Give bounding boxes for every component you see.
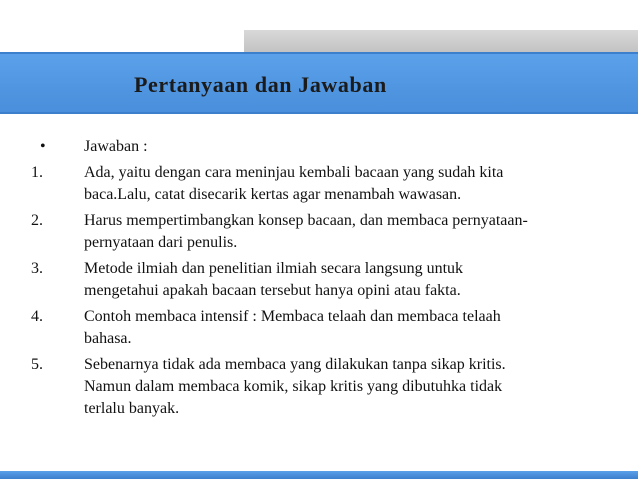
list-item-4 bbox=[0, 306, 638, 350]
list-number: 5. bbox=[31, 356, 43, 373]
list-number: 3. bbox=[31, 260, 43, 277]
list-item-2 bbox=[0, 210, 638, 254]
list-number: 4. bbox=[31, 308, 43, 325]
intro-text: Jawaban : bbox=[84, 138, 148, 155]
list-item-3 bbox=[0, 258, 638, 302]
top-strip-gray-band bbox=[244, 30, 638, 52]
intro-item bbox=[0, 136, 638, 158]
list-item-text: Ada, yaitu dengan cara meninjau kembali bacaan yang sudah kita baca.Lalu, catat disecarik kertas agar menambah wawasan. bbox=[84, 164, 504, 203]
list-number: 2. bbox=[31, 212, 43, 229]
list-item-text: Sebenarnya tidak ada membaca yang dilakukan tanpa sikap kritis. Namun dalam membaca komik, sikap kritis yang dibutuhka tidak terlalu banyak. bbox=[84, 356, 506, 417]
slide-content bbox=[0, 136, 638, 424]
title-bar bbox=[0, 52, 638, 114]
list-number: 1. bbox=[31, 164, 43, 181]
bottom-accent-line bbox=[0, 471, 638, 479]
list-item-text: Contoh membaca intensif : Membaca telaah dan membaca telaah bahasa. bbox=[84, 308, 501, 347]
top-strip bbox=[0, 0, 638, 52]
list-item-text: Metode ilmiah dan penelitian ilmiah secara langsung untuk mengetahui apakah bacaan tersebut hanya opini atau fakta. bbox=[84, 260, 464, 299]
slide-title: Pertanyaan dan Jawaban bbox=[134, 72, 387, 97]
bullet-marker: • bbox=[40, 138, 46, 155]
list-item-text: Harus mempertimbangkan konsep bacaan, dan membaca pernyataan- pernyataan dari penulis. bbox=[84, 212, 528, 251]
list-item-5 bbox=[0, 354, 638, 420]
list-item-1 bbox=[0, 162, 638, 206]
